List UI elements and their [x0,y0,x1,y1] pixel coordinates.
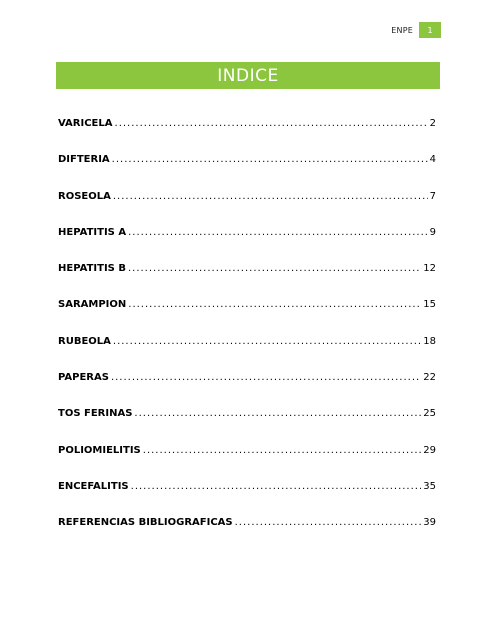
toc-entry-page: 39 [423,517,436,529]
toc-entry-page: 2 [429,118,436,129]
toc-leader-dots [235,517,422,528]
toc-entry-label: DIFTERIA [58,154,110,166]
toc-leader-dots [131,481,422,492]
toc-entry-label: POLIOMIELITIS [58,444,141,456]
toc-entry-label: RUBEOLA [58,335,111,347]
toc-entry-label: ENCEFALITIS [58,480,129,492]
toc-entry[interactable] [58,372,436,408]
toc-entry[interactable] [58,481,436,517]
toc-entry-label: TOS FERINAS [58,408,133,420]
toc-entry[interactable] [58,227,436,263]
toc-entry[interactable] [58,517,436,553]
toc-entry[interactable] [58,299,436,335]
toc-entry[interactable] [58,191,436,227]
toc-entry-page: 15 [423,299,436,311]
toc-entry[interactable] [58,336,436,372]
toc-leader-dots [112,154,428,165]
toc-entry-page: 25 [423,408,436,420]
toc-entry[interactable] [58,445,436,481]
toc-entry-page: 22 [423,372,436,384]
toc-entry-label: PAPERAS [58,372,109,384]
toc-entry-page: 7 [429,190,436,202]
toc-leader-dots [128,227,428,238]
toc-leader-dots [128,299,421,310]
page-header [391,22,441,38]
toc-entry-page: 9 [429,226,436,238]
header-text: ENPE [391,25,413,35]
table-of-contents [58,118,436,554]
toc-entry[interactable] [58,408,436,444]
toc-entry-label: REFERENCIAS BIBLIOGRAFICAS [58,517,233,529]
page-number-badge: 1 [419,22,441,38]
toc-entry-label: ROSEOLA [58,190,111,202]
toc-leader-dots [113,191,428,202]
toc-entry-page: 12 [423,263,436,275]
toc-leader-dots [134,408,421,419]
toc-leader-dots [115,118,428,129]
toc-leader-dots [113,336,421,347]
toc-entry-page: 29 [423,444,436,456]
toc-entry-page: 4 [429,154,436,166]
toc-entry-page: 35 [423,480,436,492]
toc-entry[interactable] [58,263,436,299]
toc-entry-label: HEPATITIS B [58,263,126,275]
toc-entry[interactable] [58,154,436,190]
toc-entry-label: SARAMPION [58,299,127,311]
toc-leader-dots [128,263,421,274]
toc-leader-dots [143,445,422,456]
toc-entry-label: HEPATITIS A [58,226,127,238]
toc-entry-page: 18 [423,335,436,347]
toc-leader-dots [111,372,421,383]
toc-entry[interactable] [58,118,436,154]
toc-entry-label: VARICELA [58,118,113,129]
title-banner: INDICE [56,62,440,89]
